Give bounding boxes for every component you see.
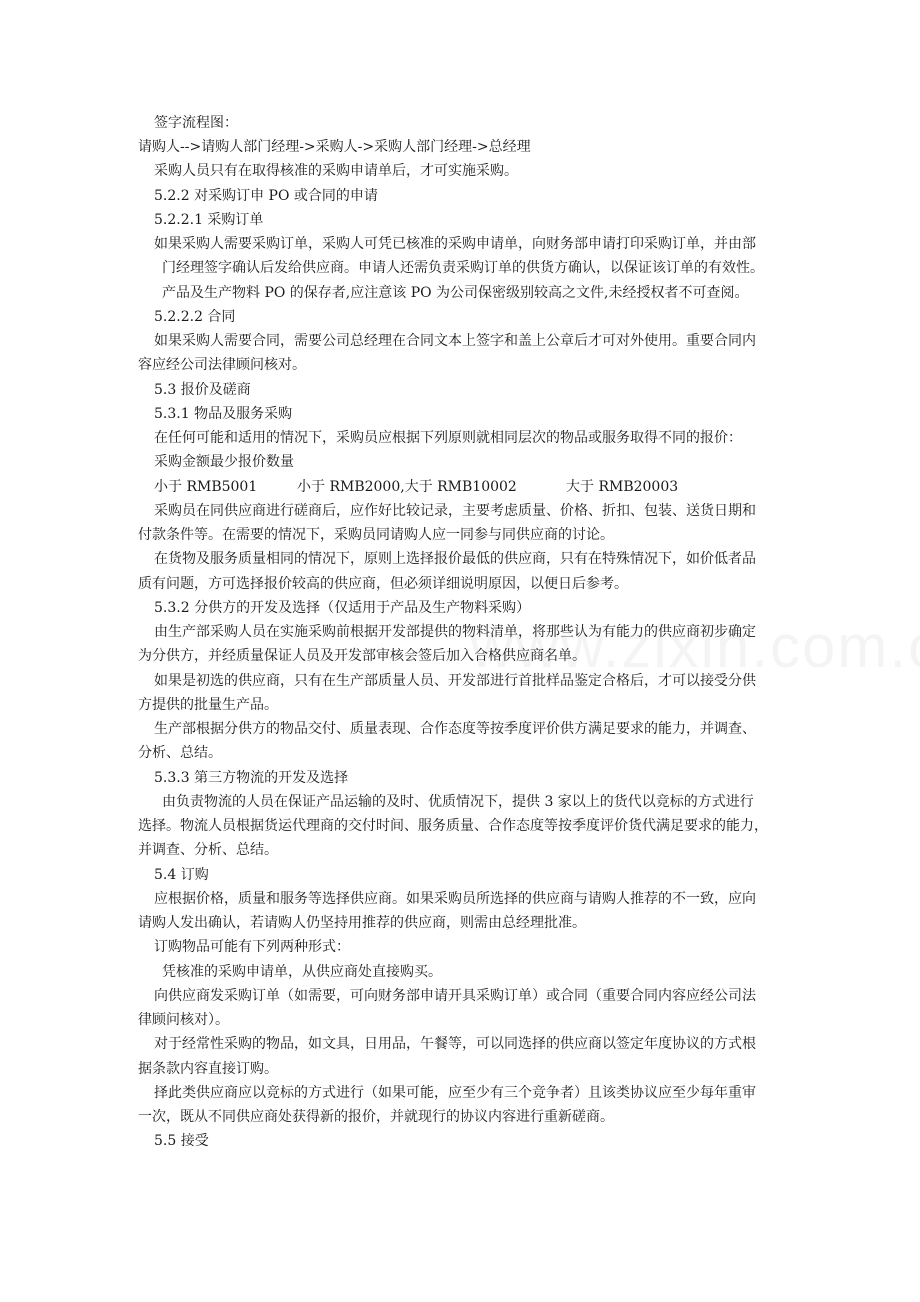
flow-chart-label: 签字流程图： — [154, 115, 238, 131]
paragraph-line: 容应经公司法律顾问核对。 — [138, 357, 306, 373]
paragraph-line: 凭核准的采购申请单，从供应商处直接购买。 — [162, 964, 442, 980]
paragraph-line: 订购物品可能有下列两种形式： — [154, 939, 350, 955]
paragraph-line: 如果采购人需要采购订单，采购人可凭已核准的采购申请单，向财务部申请打印采购订单，并由部 — [154, 236, 756, 252]
section-heading: 5.2.2 对采购订申 PO 或合同的申请 — [154, 188, 378, 204]
paragraph-line: 方提供的批量生产品。 — [138, 697, 278, 713]
paragraph-line: 生产部根据分供方的物品交付、质量表现、合作态度等按季度评价供方满足要求的能力，并调查、 — [154, 721, 756, 737]
paragraph-line: 据条款内容直接订购。 — [138, 1061, 278, 1077]
paragraph-line: 由负责物流的人员在保证产品运输的及时、优质情况下，提供 3 家以上的货代以竞标的方式进行 — [162, 794, 754, 810]
section-heading: 5.3.3 第三方物流的开发及选择 — [154, 770, 349, 786]
paragraph-line: 付款条件等。在需要的情况下，采购员同请购人应一同参与同供应商的讨论。 — [138, 527, 614, 543]
paragraph-line: 质有问题，方可选择报价较高的供应商，但必须详细说明原因，以便日后参考。 — [138, 576, 628, 592]
paragraph-line: 采购员在同供应商进行磋商后，应作好比较记录，主要考虑质量、价格、折扣、包装、送货日期和 — [154, 503, 756, 519]
paragraph-line: 门经理签字确认后发给供应商。申请人还需负责采购订单的供货方确认，以保证该订单的有效性。 — [162, 260, 764, 276]
table-header-text: 采购金额最少报价数量 — [154, 454, 294, 470]
section-heading: 5.2.2.1 采购订单 — [154, 212, 264, 228]
paragraph-line: 选择。物流人员根据货运代理商的交付时间、服务质量、合作态度等按季度评价货代满足要求的能力， — [138, 818, 768, 834]
paragraph-line: 如果采购人需要合同，需要公司总经理在合同文本上签字和盖上公章后才可对外使用。重要合同内 — [154, 333, 756, 349]
section-heading: 5.4 订购 — [154, 867, 209, 883]
paragraph-line: 在任何可能和适用的情况下，采购员应根据下列原则就相同层次的物品或服务取得不同的报价： — [154, 430, 742, 446]
paragraph-line: 在货物及服务质量相同的情况下，原则上选择报价最低的供应商，只有在特殊情况下，如价低者品 — [154, 551, 756, 567]
section-heading: 5.3 报价及磋商 — [154, 382, 251, 398]
paragraph-line: 律顾问核对）。 — [138, 1012, 229, 1028]
paragraph-line: 分析、总结。 — [138, 745, 222, 761]
section-heading: 5.5 接受 — [154, 1133, 209, 1149]
quote-tier-1: 小于 RMB5001 — [154, 479, 258, 495]
section-heading: 5.3.2 分供方的开发及选择（仅适用于产品及生产物料采购） — [154, 600, 531, 616]
paragraph-line: 一次，既从不同供应商处获得新的报价，并就现行的协议内容进行重新磋商。 — [138, 1109, 614, 1125]
paragraph-line: 向供应商发采购订单（如需要，可向财务部申请开具采购订单）或合同（重要合同内容应经公司法 — [154, 988, 756, 1004]
paragraph-line: 请购人发出确认，若请购人仍坚持用推荐的供应商，则需由总经理批准。 — [138, 915, 586, 931]
section-heading: 5.3.1 物品及服务采购 — [154, 406, 293, 422]
paragraph-line: 应根据价格，质量和服务等选择供应商。如果采购员所选择的供应商与请购人推荐的不一致，应向 — [154, 891, 756, 907]
signature-flow: 请购人-->请购人部门经理->采购人->采购人部门经理->总经理 — [138, 139, 531, 155]
paragraph-line: 择此类供应商应以竞标的方式进行（如果可能，应至少有三个竞争者）且该类协议应至少每年重审 — [154, 1085, 756, 1101]
paragraph-line: 为分供方，并经质量保证人员及开发部审核会签后加入合格供应商名单。 — [138, 648, 586, 664]
section-heading: 5.2.2.2 合同 — [154, 309, 236, 325]
paragraph-line: 对于经常性采购的物品，如文具，日用品，午餐等，可以同选择的供应商以签定年度协议的方式根 — [154, 1036, 756, 1052]
quote-tier-3: 大于 RMB20003 — [566, 479, 679, 495]
paragraph-line: 并调查、分析、总结。 — [138, 842, 278, 858]
paragraph-line: 如果是初选的供应商，只有在生产部质量人员、开发部进行首批样品鉴定合格后，才可以接受分供 — [154, 673, 756, 689]
paragraph-line: 采购人员只有在取得核准的采购申请单后，才可实施采购。 — [154, 163, 518, 179]
quote-tier-2: 小于 RMB2000,大于 RMB10002 — [297, 479, 517, 495]
paragraph-line: 产品及生产物料 PO 的保存者,应注意该 PO 为公司保密级别较高之文件,未经授权者不可查阅。 — [162, 285, 749, 301]
paragraph-line: 由生产部采购人员在实施采购前根据开发部提供的物料清单，将那些认为有能力的供应商初步确定 — [154, 624, 756, 640]
